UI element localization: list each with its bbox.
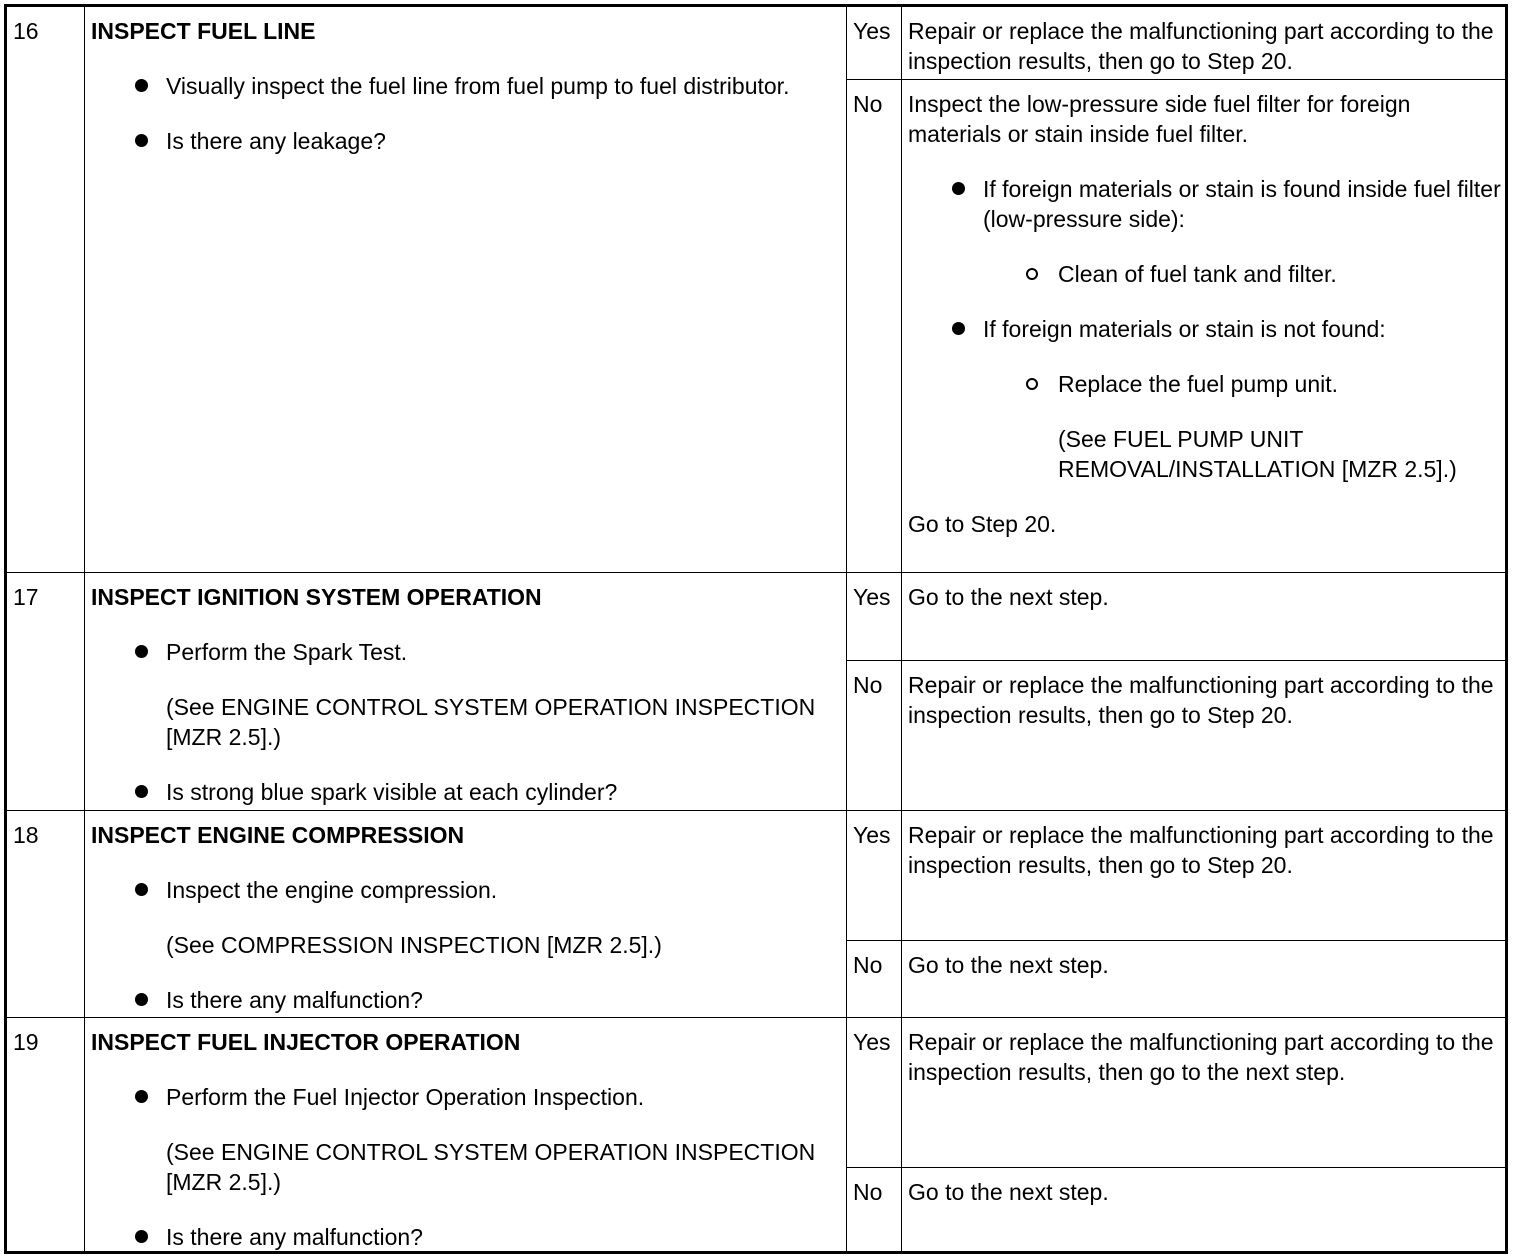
step-bullet: Perform the Fuel Injector Operation Inspection. bbox=[91, 1082, 838, 1112]
no-action-case-found-step: Clean of fuel tank and filter. bbox=[908, 259, 1501, 289]
no-action-case-not-found-step: Replace the fuel pump unit. bbox=[908, 369, 1501, 399]
no-action: Go to the next step. bbox=[908, 952, 1109, 978]
step-reference: (See ENGINE CONTROL SYSTEM OPERATION INSPECTION [MZR 2.5].) bbox=[166, 694, 816, 750]
step-cell bbox=[85, 811, 847, 1017]
yes-result bbox=[847, 811, 1505, 941]
yes-action: Repair or replace the malfunctioning part according to the inspection results, then go to the next step. bbox=[908, 1029, 1494, 1085]
no-label: No bbox=[847, 80, 902, 573]
step-title: INSPECT FUEL LINE bbox=[91, 18, 316, 44]
no-action-case-not-found: If foreign materials or stain is not found: bbox=[908, 314, 1501, 344]
result-cell bbox=[847, 1018, 1505, 1251]
yes-result bbox=[847, 7, 1505, 80]
no-result bbox=[847, 941, 1505, 1018]
no-action-case-found: If foreign materials or stain is found inside fuel filter (low-pressure side): bbox=[908, 174, 1501, 234]
step-number: 17 bbox=[7, 573, 85, 810]
no-action-outro: Go to Step 20. bbox=[908, 511, 1057, 537]
step-row-16 bbox=[7, 7, 1505, 573]
no-action: Repair or replace the malfunctioning part according to the inspection results, then go to Step 20. bbox=[908, 672, 1494, 728]
no-action-reference: (See FUEL PUMP UNIT REMOVAL/INSTALLATION [MZR 2.5].) bbox=[1058, 426, 1457, 482]
step-bullet: Perform the Spark Test. bbox=[91, 637, 838, 667]
result-cell bbox=[847, 7, 1505, 572]
result-cell bbox=[847, 811, 1505, 1017]
step-row-19 bbox=[7, 1018, 1505, 1251]
step-question: Is there any leakage? bbox=[91, 126, 838, 156]
step-number: 18 bbox=[7, 811, 85, 1017]
yes-result bbox=[847, 1018, 1505, 1168]
no-label: No bbox=[847, 941, 902, 1018]
no-action: Go to the next step. bbox=[908, 1179, 1109, 1205]
step-reference: (See ENGINE CONTROL SYSTEM OPERATION INSPECTION [MZR 2.5].) bbox=[166, 1139, 816, 1195]
step-question: Is strong blue spark visible at each cylinder? bbox=[91, 777, 838, 807]
yes-label: Yes bbox=[847, 7, 902, 79]
result-cell bbox=[847, 573, 1505, 810]
step-question: Is there any malfunction? bbox=[91, 985, 838, 1015]
step-bullet: Inspect the engine compression. bbox=[91, 875, 838, 905]
step-row-18 bbox=[7, 811, 1505, 1018]
no-result bbox=[847, 1168, 1505, 1251]
no-result bbox=[847, 661, 1505, 811]
diagnostic-procedure-table bbox=[4, 4, 1508, 1254]
step-cell bbox=[85, 7, 847, 572]
step-cell bbox=[85, 1018, 847, 1251]
step-bullet: Visually inspect the fuel line from fuel pump to fuel distributor. bbox=[91, 71, 838, 101]
no-label: No bbox=[847, 1168, 902, 1251]
step-number: 16 bbox=[7, 7, 85, 572]
step-title: INSPECT ENGINE COMPRESSION bbox=[91, 822, 465, 848]
step-number: 19 bbox=[7, 1018, 85, 1251]
step-question: Is there any malfunction? bbox=[91, 1222, 838, 1252]
step-title: INSPECT FUEL INJECTOR OPERATION bbox=[91, 1029, 521, 1055]
no-result bbox=[847, 80, 1505, 573]
no-label: No bbox=[847, 661, 902, 811]
step-reference: (See COMPRESSION INSPECTION [MZR 2.5].) bbox=[166, 932, 662, 958]
yes-action: Repair or replace the malfunctioning part according to the inspection results, then go to Step 20. bbox=[908, 822, 1494, 878]
yes-label: Yes bbox=[847, 811, 902, 940]
yes-action: Repair or replace the malfunctioning part according to the inspection results, then go to Step 20. bbox=[908, 18, 1494, 74]
yes-label: Yes bbox=[847, 573, 902, 660]
no-action bbox=[902, 80, 1505, 573]
step-title: INSPECT IGNITION SYSTEM OPERATION bbox=[91, 584, 542, 610]
step-cell bbox=[85, 573, 847, 810]
step-row-17 bbox=[7, 573, 1505, 811]
yes-action: Go to the next step. bbox=[908, 584, 1109, 610]
no-action-intro: Inspect the low-pressure side fuel filter for foreign materials or stain inside fuel filter. bbox=[908, 91, 1411, 147]
yes-label: Yes bbox=[847, 1018, 902, 1167]
yes-result bbox=[847, 573, 1505, 661]
